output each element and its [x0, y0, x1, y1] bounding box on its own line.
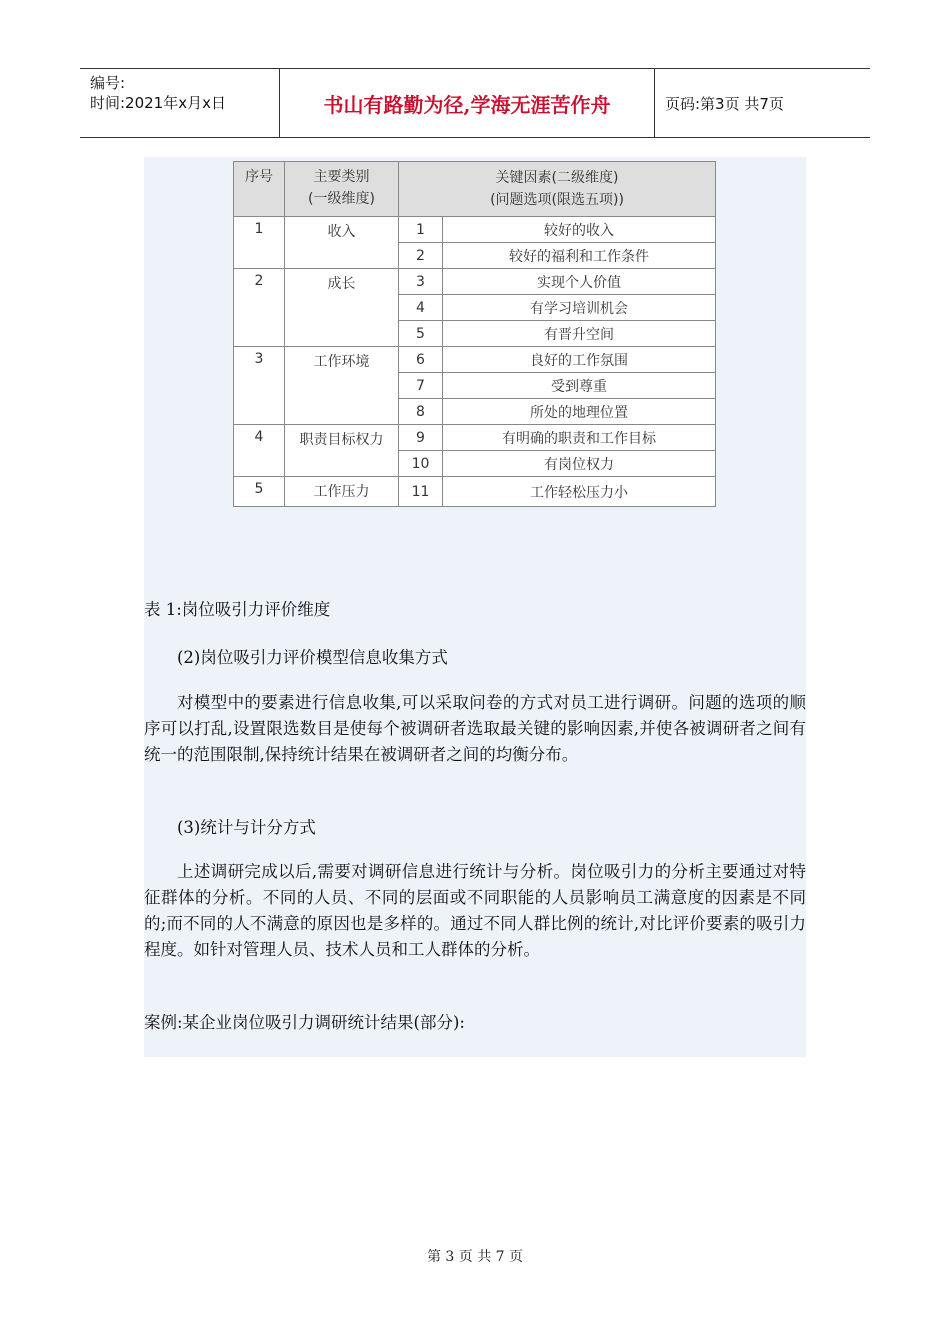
table-row: [234, 425, 716, 451]
group-category: 工作环境: [285, 347, 399, 425]
header-factor-line2: (问题选项(限选五项)): [490, 192, 624, 208]
item-serial: 1: [399, 217, 443, 243]
item-factor: 良好的工作氛围: [443, 347, 716, 373]
document-number-label: 编号:: [90, 74, 126, 92]
header-category: [285, 162, 399, 217]
group-serial: 2: [234, 269, 285, 347]
group-serial: 5: [234, 477, 285, 507]
item-factor: 有明确的职责和工作目标: [443, 425, 716, 451]
item-serial: 6: [399, 347, 443, 373]
table-caption: 表 1:岗位吸引力评价维度: [144, 600, 331, 619]
header-meta: [80, 69, 280, 137]
group-serial: 4: [234, 425, 285, 477]
section-2-heading: (2)岗位吸引力评价模型信息收集方式: [177, 648, 448, 667]
item-factor: 受到尊重: [443, 373, 716, 399]
group-category: 收入: [285, 217, 399, 269]
item-factor: 较好的福利和工作条件: [443, 243, 716, 269]
item-factor: 有晋升空间: [443, 321, 716, 347]
item-factor: 所处的地理位置: [443, 399, 716, 425]
group-serial: 1: [234, 217, 285, 269]
group-category: 职责目标权力: [285, 425, 399, 477]
item-serial: 7: [399, 373, 443, 399]
item-factor: 实现个人价值: [443, 269, 716, 295]
page-footer: 第 3 页 共 7 页: [426, 1249, 524, 1265]
item-factor: 工作轻松压力小: [443, 477, 716, 507]
section-3-heading: (3)统计与计分方式: [177, 818, 316, 837]
group-category: 成长: [285, 269, 399, 347]
item-serial: 4: [399, 295, 443, 321]
item-factor: 有学习培训机会: [443, 295, 716, 321]
document-time-label: 时间:2021年x月x日: [90, 94, 226, 112]
header-motto: 书山有路勤为径,学海无涯苦作舟: [280, 69, 655, 137]
table-header-row: [234, 162, 716, 217]
item-serial: 11: [399, 477, 443, 507]
table-row: [234, 347, 716, 373]
group-category: 工作压力: [285, 477, 399, 507]
header-category-line2: (一级维度): [308, 191, 375, 207]
table-row: [234, 477, 716, 507]
header-factor: [399, 162, 716, 217]
evaluation-dimension-table: [233, 161, 716, 507]
item-serial: 9: [399, 425, 443, 451]
page-header: [80, 68, 870, 138]
section-3-paragraph: 上述调研完成以后,需要对调研信息进行统计与分析。岗位吸引力的分析主要通过对特征群体的分析。不同的人员、不同的层面或不同职能的人员影响员工满意度的因素是不同的;而不同的人不满意的原因也是多样的。通过不同人群比例的统计,对比评价要素的吸引力程度。如针对管理人员、技术人员和工人群体的分析。: [144, 862, 806, 959]
header-serial: 序号: [234, 162, 285, 217]
header-factor-line1: 关键因素(二级维度): [495, 170, 619, 186]
section-2-paragraph: 对模型中的要素进行信息收集,可以采取问卷的方式对员工进行调研。问题的选项的顺序可以打乱,设置限选数目是使每个被调研者选取最关键的影响因素,并使各被调研者之间有统一的范围限制,保持统计结果在被调研者之间的均衡分布。: [144, 693, 806, 764]
item-serial: 2: [399, 243, 443, 269]
item-factor: 有岗位权力: [443, 451, 716, 477]
item-serial: 10: [399, 451, 443, 477]
item-factor: 较好的收入: [443, 217, 716, 243]
table-row: [234, 269, 716, 295]
case-label: 案例:某企业岗位吸引力调研统计结果(部分):: [144, 1013, 465, 1032]
item-serial: 8: [399, 399, 443, 425]
item-serial: 5: [399, 321, 443, 347]
item-serial: 3: [399, 269, 443, 295]
group-serial: 3: [234, 347, 285, 425]
header-category-line1: 主要类别: [313, 169, 370, 185]
table-row: [234, 217, 716, 243]
header-page-info: 页码:第3页 共7页: [665, 94, 784, 113]
